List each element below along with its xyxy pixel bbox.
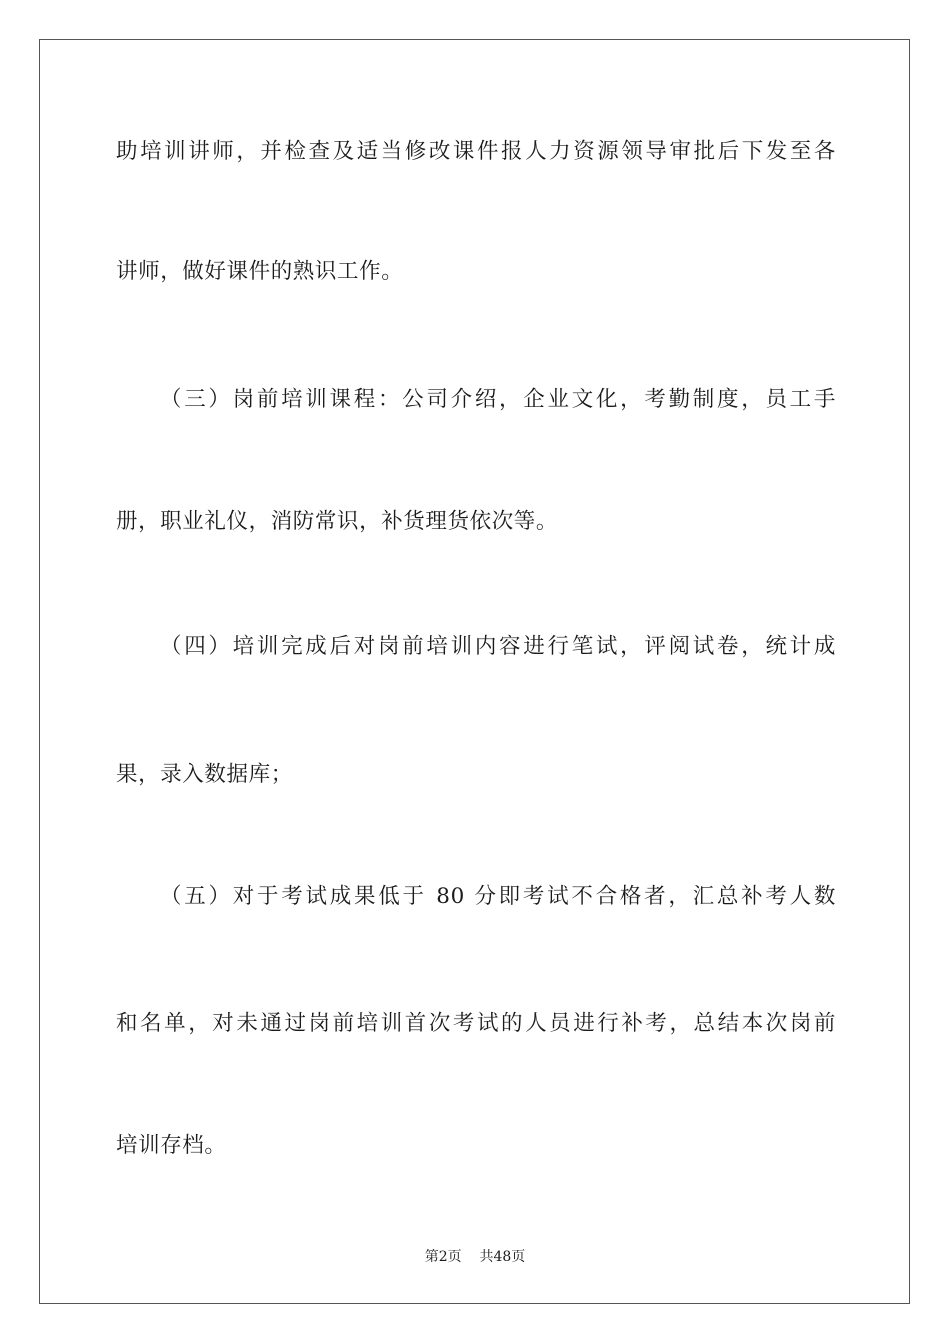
- body-line-2: 讲师，做好课件的熟识工作。: [116, 259, 404, 284]
- body-line-6: 果，录入数据库；: [116, 762, 293, 787]
- page-border: [39, 39, 910, 1304]
- body-line-3: （三）岗前培训课程：公司介绍，企业文化，考勤制度，员工手: [160, 387, 836, 412]
- page-footer: [0, 1248, 950, 1266]
- body-line-8: 和名单，对未通过岗前培训首次考试的人员进行补考，总结本次岗前: [116, 1011, 836, 1036]
- body-line-7: （五）对于考试成果低于 80 分即考试不合格者，汇总补考人数: [160, 884, 836, 909]
- body-line-9: 培训存档。: [116, 1133, 227, 1158]
- body-line-5: （四）培训完成后对岗前培训内容进行笔试，评阅试卷，统计成: [160, 634, 836, 659]
- body-line-1: 助培训讲师，并检查及适当修改课件报人力资源领导审批后下发至各: [116, 139, 836, 164]
- page-number: 第2页: [424, 1249, 462, 1265]
- page-total: 共48页: [479, 1249, 526, 1265]
- body-line-4: 册，职业礼仪，消防常识，补货理货依次等。: [116, 509, 559, 534]
